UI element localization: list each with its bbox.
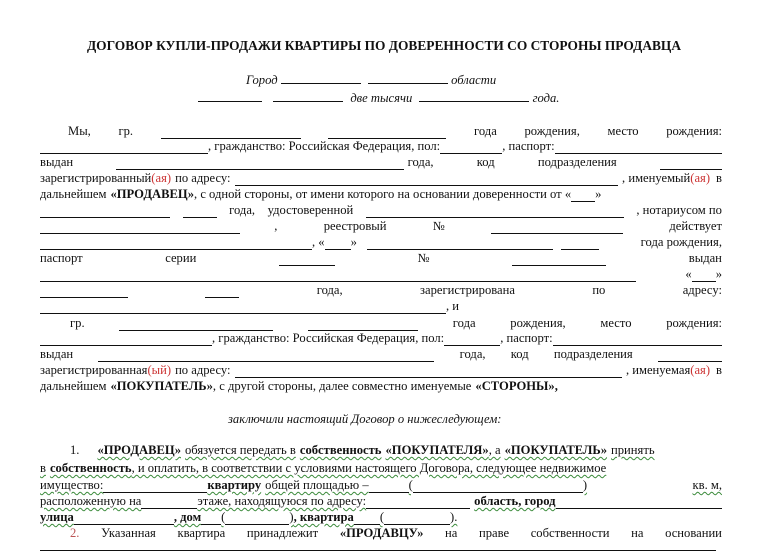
- text: на: [445, 526, 458, 540]
- text: »: [595, 187, 602, 201]
- text: , гражданство: Российская Федерация, пол:: [208, 139, 441, 153]
- text: по адресу:: [175, 363, 231, 377]
- clause1-line-2: [40, 461, 722, 476]
- seller-line-8: [40, 235, 722, 250]
- text: ).: [450, 510, 458, 524]
- text: , и оплатить, в соответствии с условиями настоящего Договора, следующее недвижимое: [131, 461, 607, 475]
- text: «ПРОДАВЕЦ»: [97, 443, 181, 457]
- text: основании: [665, 526, 722, 540]
- property-blank[interactable]: [103, 481, 207, 493]
- representative-blank[interactable]: [40, 238, 312, 250]
- seller-line-6: [40, 203, 722, 218]
- rep-year-blank[interactable]: [561, 238, 599, 250]
- text: улица: [40, 510, 74, 524]
- text: Указанная: [101, 526, 156, 540]
- text: квартиру: [207, 478, 262, 492]
- clause-number: 1.: [70, 443, 80, 457]
- buyer-line-4: [40, 363, 722, 378]
- text: код: [510, 347, 529, 361]
- text: , квартира: [293, 510, 354, 524]
- text: (: [379, 510, 385, 524]
- rep-issue-year-blank[interactable]: [205, 286, 239, 298]
- text: ,: [554, 379, 558, 393]
- poa-day-blank[interactable]: [571, 190, 595, 202]
- seller-line-12: [40, 299, 722, 314]
- series-blank[interactable]: [279, 254, 335, 266]
- text: рождения,: [524, 124, 580, 138]
- seller-name-blank[interactable]: [161, 127, 301, 139]
- buyer-line-5: [40, 379, 722, 394]
- text: (ая): [690, 171, 711, 185]
- text: , с одной стороны, от имени которого на основании доверенности от «: [194, 187, 572, 201]
- text: адресу:: [682, 283, 722, 297]
- we-text: Мы,: [68, 124, 91, 138]
- text: ,: [274, 219, 278, 233]
- text: года: [452, 316, 476, 330]
- text: в: [716, 363, 722, 377]
- area-blank[interactable]: [369, 481, 409, 493]
- clause1-line-1: [40, 443, 722, 458]
- registry-blank[interactable]: [491, 222, 623, 234]
- address-region-blank[interactable]: [366, 497, 470, 509]
- buyer-line-1: [40, 316, 722, 331]
- seller-address-blank[interactable]: [235, 174, 619, 186]
- house-words-blank[interactable]: [225, 513, 289, 525]
- rep-month-blank[interactable]: [367, 238, 553, 250]
- seller-line-10: [40, 267, 722, 282]
- text: , именуемая: [625, 363, 691, 377]
- clause2-blank[interactable]: [40, 550, 716, 551]
- text: №: [417, 251, 430, 265]
- text: расположенную на: [40, 494, 142, 508]
- area-words-blank[interactable]: [413, 481, 583, 493]
- text: область, город: [474, 494, 556, 508]
- buyer-passport-blank[interactable]: [553, 334, 722, 346]
- text: на: [631, 526, 644, 540]
- text: выдан: [688, 251, 722, 265]
- text: №: [432, 219, 445, 233]
- seller-line-2: [40, 139, 722, 154]
- region-blank[interactable]: [368, 72, 448, 84]
- buyer-birthplace-blank[interactable]: [40, 334, 212, 346]
- text: код: [476, 155, 495, 169]
- rep-issued-blank[interactable]: [40, 270, 636, 282]
- text: подразделения: [537, 155, 617, 169]
- text: «: [685, 267, 692, 281]
- text: удостоверенной: [267, 203, 354, 217]
- apartment-blank[interactable]: [354, 513, 380, 525]
- month-blank[interactable]: [273, 90, 343, 102]
- text: дальнейшем: [40, 187, 107, 201]
- text: паспорт: [40, 251, 83, 265]
- seller-line-1: [40, 124, 722, 139]
- year-label: года.: [532, 91, 560, 105]
- year-blank[interactable]: [419, 90, 529, 102]
- rep-day-blank[interactable]: [325, 238, 351, 250]
- rep-issue-month-blank[interactable]: [40, 286, 128, 298]
- text: года,: [316, 283, 343, 297]
- parties-label: «СТОРОНЫ»: [475, 379, 555, 393]
- gr-text: гр.: [118, 124, 134, 138]
- house-blank[interactable]: [201, 513, 221, 525]
- text: зарегистрированная: [40, 363, 148, 377]
- seller-label: «ПРОДАВЕЦ»: [110, 187, 195, 201]
- text: , с другой стороны, далее совместно именуемые: [212, 379, 472, 393]
- passport-blank[interactable]: [555, 142, 722, 154]
- date-line: [198, 90, 559, 106]
- text: кв. м,: [692, 478, 722, 492]
- district-blank[interactable]: [40, 222, 240, 234]
- buyer-dob-blank[interactable]: [308, 319, 418, 331]
- text: ): [582, 478, 588, 492]
- seller-line-5: [40, 187, 722, 202]
- text: (: [221, 510, 226, 524]
- text: принадлежит: [246, 526, 319, 540]
- text: рождения,: [510, 316, 566, 330]
- text: зарегистрированный: [40, 171, 152, 185]
- text: дальнейшем: [40, 379, 107, 393]
- text: «ПОКУПАТЕЛЯ»: [385, 443, 489, 457]
- text: , гражданство: Российская Федерация, пол:: [212, 331, 445, 345]
- text: »: [350, 235, 357, 249]
- text: рождения:: [666, 316, 722, 330]
- seller-dob-blank[interactable]: [328, 127, 446, 139]
- text: по адресу:: [175, 171, 231, 185]
- text: в: [716, 171, 722, 185]
- text: выдан: [40, 347, 74, 361]
- seller-line-9: [40, 251, 722, 266]
- text: года рождения,: [640, 235, 722, 249]
- buyer-name-blank[interactable]: [119, 319, 273, 331]
- text: (ая): [690, 363, 711, 377]
- text: подразделения: [553, 347, 633, 361]
- buyer-line-3: [40, 347, 722, 362]
- text: праве: [479, 526, 510, 540]
- buyer-code-blank[interactable]: [658, 350, 722, 362]
- text: »: [715, 267, 722, 281]
- text: общей площадью –: [265, 478, 369, 492]
- buyer-sex-blank[interactable]: [444, 334, 500, 346]
- text: этаже, находящуюся по адресу:: [197, 494, 367, 508]
- text: имущество:: [40, 478, 104, 492]
- text: рождения:: [666, 124, 722, 138]
- buyer-line-2: [40, 331, 722, 346]
- city-label: Город: [246, 73, 278, 87]
- sex-blank[interactable]: [440, 142, 502, 154]
- two-thousand-label: две тысячи: [350, 91, 413, 105]
- text: серии: [165, 251, 197, 265]
- rep-issue-day-blank[interactable]: [692, 270, 716, 282]
- poa-month-blank[interactable]: [40, 206, 170, 218]
- clause1-line-5: [40, 510, 722, 525]
- text: зарегистрирована: [420, 283, 515, 297]
- text: , паспорт:: [502, 139, 555, 153]
- clause1-line-3: [40, 478, 722, 493]
- text: собственности: [530, 526, 610, 540]
- seller-line-7: [40, 219, 722, 234]
- text: (: [408, 478, 413, 492]
- text: , паспорт:: [500, 331, 553, 345]
- text: выдан: [40, 155, 74, 169]
- text: «ПОКУПАТЕЛЬ»: [504, 443, 608, 457]
- city-blank[interactable]: [281, 72, 361, 84]
- seller-line-3: [40, 155, 722, 170]
- poa-year-blank[interactable]: [183, 206, 217, 218]
- text: , «: [312, 235, 325, 249]
- buyer-issued-blank[interactable]: [98, 350, 434, 362]
- street-blank[interactable]: [74, 513, 174, 525]
- buyer-address-blank[interactable]: [235, 366, 622, 378]
- text: ): [289, 510, 294, 524]
- buyer-label: «ПОКУПАТЕЛЬ»: [110, 379, 213, 393]
- address-city-blank[interactable]: [556, 497, 722, 509]
- city-line: [246, 72, 496, 88]
- text: реестровый: [323, 219, 387, 233]
- code-blank[interactable]: [660, 158, 722, 170]
- rep-address-blank[interactable]: [40, 302, 446, 314]
- birthplace-blank[interactable]: [40, 142, 208, 154]
- text: «ПРОДАВЦУ»: [339, 526, 424, 540]
- seller-line-11: [40, 283, 722, 298]
- seller-line-4: [40, 171, 722, 186]
- text: , и: [446, 299, 460, 313]
- clause1-line-4: [40, 494, 722, 509]
- issued-by-blank[interactable]: [116, 158, 404, 170]
- apartment-words-blank[interactable]: [384, 513, 450, 525]
- text: , именуемый: [622, 171, 691, 185]
- text: года: [474, 124, 497, 138]
- document-title: ДОГОВОР КУПЛИ-ПРОДАЖИ КВАРТИРЫ ПО ДОВЕРЕННОСТИ СО СТОРОНЫ ПРОДАВЦА: [86, 38, 682, 53]
- text: (ый): [147, 363, 172, 377]
- floor-blank[interactable]: [141, 497, 197, 509]
- text: , а: [488, 443, 501, 457]
- text: место: [600, 316, 632, 330]
- text: собственность: [49, 461, 132, 475]
- day-blank[interactable]: [198, 90, 262, 102]
- notary-blank[interactable]: [366, 206, 624, 218]
- clause-number: 2.: [70, 526, 80, 540]
- text: года,: [407, 155, 434, 169]
- text: года,: [229, 203, 256, 217]
- concluded-line: заключили настоящий Договор о нижеследующем:: [228, 412, 502, 426]
- text: года,: [459, 347, 486, 361]
- text: обязуется передать в: [185, 443, 296, 457]
- text: действует: [669, 219, 722, 233]
- text: (ая): [151, 171, 172, 185]
- text: квартира: [177, 526, 226, 540]
- text: по: [592, 283, 606, 297]
- text: гр.: [70, 316, 85, 330]
- text: , нотариусом по: [636, 203, 722, 217]
- number-blank[interactable]: [512, 254, 606, 266]
- region-label: области: [451, 73, 497, 87]
- text: , дом: [173, 510, 202, 524]
- text: в: [40, 461, 46, 475]
- clause2-line-1: [40, 526, 722, 541]
- text: место: [607, 124, 639, 138]
- text: собственность: [299, 443, 382, 457]
- text: принять: [611, 443, 655, 457]
